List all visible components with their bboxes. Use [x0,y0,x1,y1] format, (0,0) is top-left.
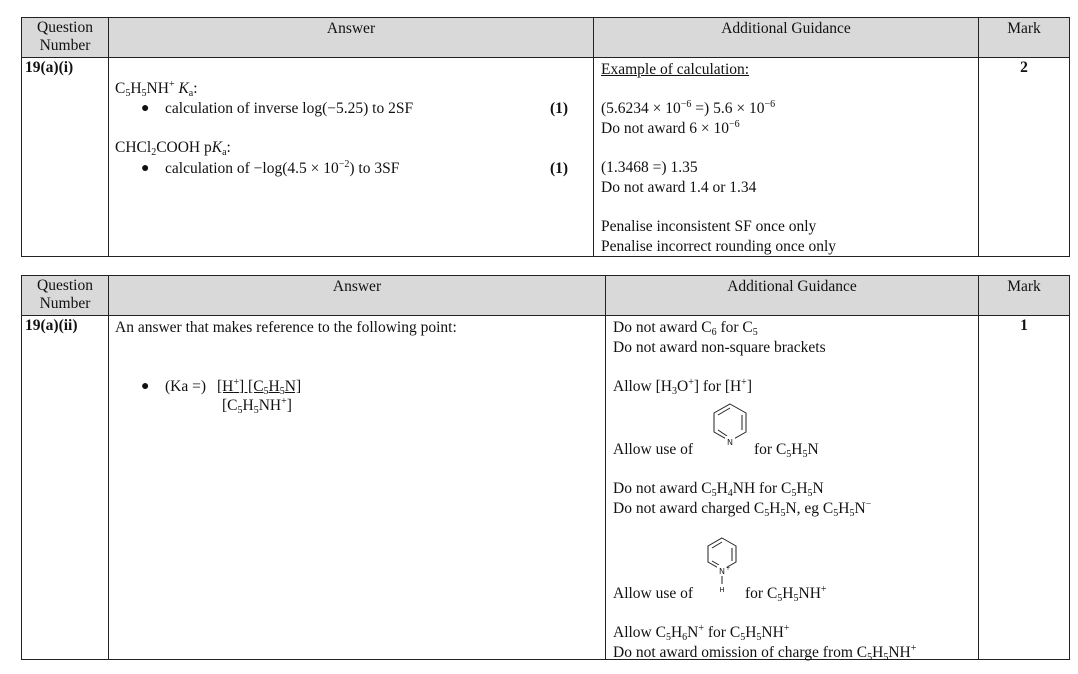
mark-scheme-table-1 [21,17,1070,257]
header-question-number: Question Number [22,18,109,58]
answer-intro: An answer that makes reference to the following point: [115,319,457,336]
header-mark: Mark [979,18,1070,58]
ka-prefix: (Ka =) [165,378,207,395]
answer-mark-1: (1) [550,100,569,117]
guidance-cell [606,316,979,663]
guidance-7-suffix: for $C_5H_5NH^+$ [745,584,827,604]
question-number: 19(a)(ii) [22,316,109,660]
guidance-calc-2: (1.3468 =) 1.35 [601,159,698,176]
ka-numerator: [H+] $[C_5H_5N]$ [217,377,302,397]
guidance-2: Do not award non-square brackets [613,339,826,356]
question-row [22,316,1070,660]
answer-bullet-1: calculation of inverse log(−5.25) to 2SF [165,100,414,117]
header-row [22,18,1070,58]
header-additional-guidance: Additional Guidance [606,276,979,316]
guidance-4-suffix: for $C_5H_5N$ [754,441,819,460]
header-row [22,276,1070,316]
pyridine-structure-icon [707,400,753,456]
question-number: 19(a)(i) [22,58,109,257]
header-additional-guidance: Additional Guidance [594,18,979,58]
bullet-icon: ● [141,161,150,176]
svg-text:H: H [719,586,725,594]
guidance-not-1: Do not award $6 \times 10^{-6}$ [601,119,740,137]
header-answer: Answer [109,276,606,316]
header-question-number: Question Number [22,276,109,316]
guidance-7-prefix: Allow use of [613,585,694,602]
guidance-not-2: Do not award 1.4 or 1.34 [601,179,757,196]
guidance-penalise-1: Penalise inconsistent SF once only [601,218,817,235]
guidance-example-heading: Example of calculation: [601,61,750,78]
answer-bullet-2: calculation of $-\log(4.5 \times 10^{-2})$ to 3SF [165,159,400,177]
mark-cell: 1 [979,316,1070,660]
ka-denominator: $[C_5H_5NH^+]$ [222,396,292,416]
answer-cell [109,58,594,257]
guidance-8: Allow $C_5H_6N^+$ for $C_5H_5NH^+$ [613,623,790,643]
guidance-cell [594,58,979,257]
guidance-9: Do not award omission of charge from $C_5H_5NH^+$ [613,643,917,663]
header-answer: Answer [109,18,594,58]
svg-text:N: N [727,438,733,447]
guidance-6: Do not award charged $C_5H_5N$, eg $C_5H_5N^-$ [613,499,872,519]
header-mark: Mark [979,276,1070,316]
svg-text:N: N [719,567,725,576]
guidance-4-prefix: Allow use of [613,441,694,458]
bullet-icon: ● [141,379,150,394]
mark-cell: 2 [979,58,1070,257]
guidance-1: Do not award $C_6$ for $C_5$ [613,319,758,338]
guidance-5: Do not award $C_5H_4NH$ for $C_5H_5N$ [613,480,824,499]
guidance-penalise-2: Penalise incorrect rounding once only [601,238,837,255]
pyridinium-structure-icon [704,534,740,598]
guidance-3: Allow $[H_3O^+]$ for [H+] [613,377,752,397]
answer-line-pka: CHCl$_2$COOH $pK_a$: [115,139,231,158]
answer-line-ka: $C_5H_5NH^+$ $K_a$: [115,79,198,99]
question-row [22,58,1070,257]
guidance-calc-1: ($5.6234 \times 10^{-6}$ =) $5.6 \times 10^{-6}$ [601,99,776,117]
bullet-icon: ● [141,101,150,116]
svg-text:+: + [725,565,731,572]
mark-scheme-table-2 [21,275,1070,663]
answer-cell [109,316,606,660]
answer-mark-2: (1) [550,160,569,177]
